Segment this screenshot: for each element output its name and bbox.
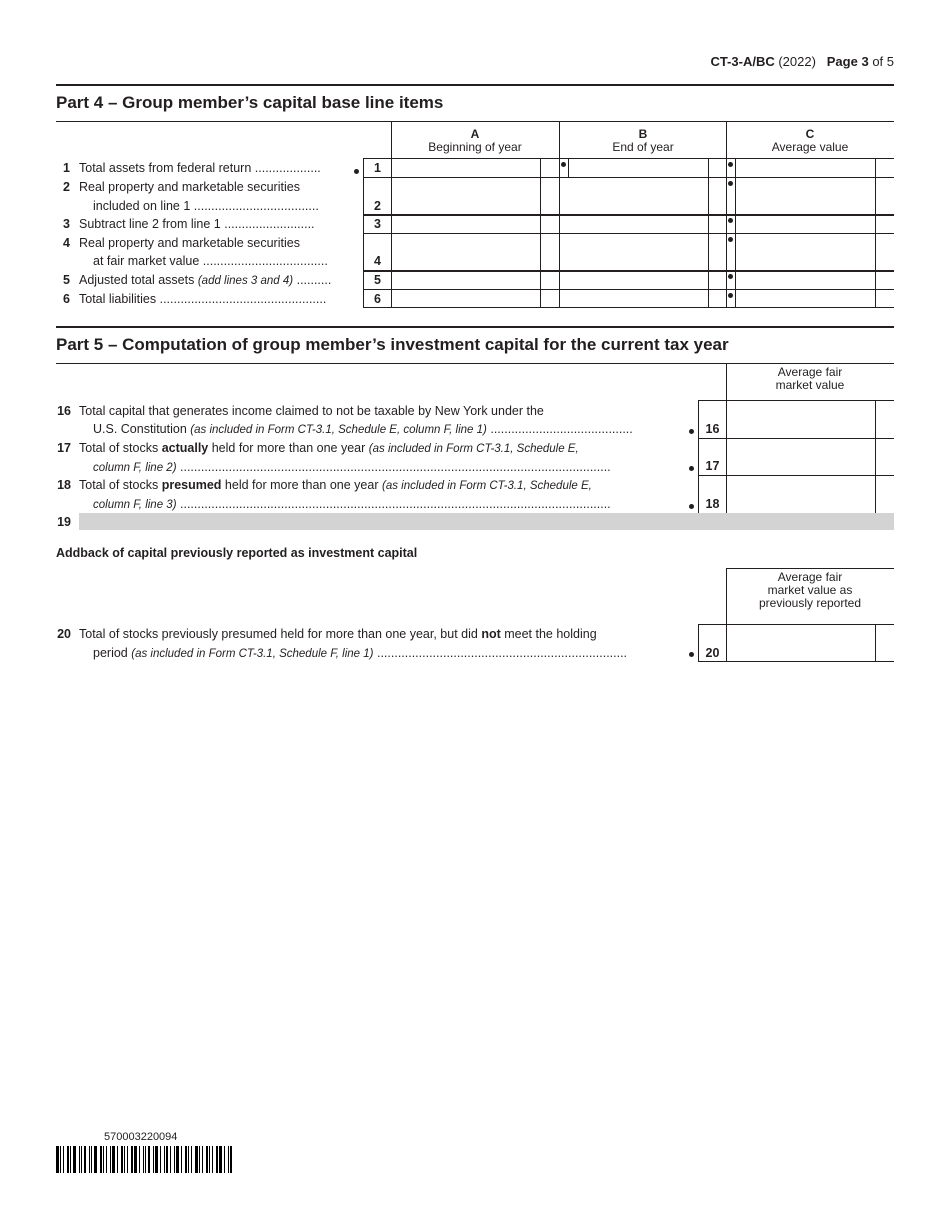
line-1-text: Total assets from federal return ...................	[79, 161, 321, 175]
barcode-bar	[153, 1146, 154, 1173]
line-number: 1	[63, 161, 70, 175]
line-6-col-c-input[interactable]	[736, 290, 875, 307]
barcode-bar	[73, 1146, 76, 1173]
part5-title: Part 5 – Computation of group member’s investment capital for the current tax year	[56, 335, 729, 354]
line-5-text: Adjusted total assets (add lines 3 and 4) ..........	[79, 273, 332, 287]
barcode-bar	[121, 1146, 123, 1173]
barcode-bar	[209, 1146, 210, 1173]
addback-col-header: Average fair market value as previously reported	[758, 570, 862, 610]
barcode-bar	[155, 1146, 158, 1173]
barcode-bar	[202, 1146, 203, 1173]
line-6-text: Total liabilities ................................................	[79, 292, 327, 306]
line-box-number: 17	[705, 459, 720, 473]
line-3-col-a-input[interactable]	[392, 216, 540, 233]
bullet-icon	[689, 504, 694, 509]
barcode-bar	[106, 1146, 107, 1173]
line-number: 6	[63, 292, 70, 306]
barcode-bar	[166, 1146, 168, 1173]
barcode-number: 570003220094	[104, 1131, 178, 1143]
line-17-text: Total of stocks actually held for more than one year (as included in Form CT-3.1, Schedule E,	[79, 441, 579, 455]
bullet-icon	[354, 169, 359, 174]
barcode-bar	[181, 1146, 182, 1173]
line-number: 18	[57, 478, 71, 492]
line-number: 16	[57, 404, 71, 418]
addback-title: Addback of capital previously reported as investment capital	[56, 546, 418, 560]
line-number: 5	[63, 273, 70, 287]
barcode-bar	[185, 1146, 187, 1173]
part4-title: Part 4 – Group member’s capital base line items	[56, 93, 444, 112]
line-3-text: Subtract line 2 from line 1 ..........................	[79, 217, 315, 231]
barcode-bar	[206, 1146, 208, 1173]
barcode-bar	[56, 1146, 59, 1173]
barcode-bar	[188, 1146, 189, 1173]
line-16-text-cont: U.S. Constitution (as included in Form CT-3.1, Schedule E, column F, line 1) .........................................	[93, 422, 633, 436]
line-5-col-c-input[interactable]	[736, 272, 875, 289]
bullet-icon	[689, 652, 694, 657]
line-box-number: 16	[705, 422, 720, 436]
bullet-icon	[728, 162, 733, 167]
barcode-bar	[131, 1146, 133, 1173]
barcode-bar	[127, 1146, 128, 1173]
line-1-col-c-input[interactable]	[736, 159, 875, 177]
barcode-bar	[81, 1146, 82, 1173]
line-number: 20	[57, 627, 71, 641]
barcode-bar	[195, 1146, 198, 1173]
barcode-bar	[100, 1146, 102, 1173]
line-number: 2	[63, 180, 70, 194]
barcode-bar	[148, 1146, 150, 1173]
line-18-text: Total of stocks presumed held for more than one year (as included in Form CT-3.1, Schedule E,	[79, 478, 592, 492]
barcode-bar	[139, 1146, 140, 1173]
barcode-bar	[60, 1146, 61, 1173]
line-17-text-cont: column F, line 2) ............................................................................................................................	[93, 460, 611, 474]
line-1-col-a-input[interactable]	[392, 159, 540, 177]
barcode-bar	[84, 1146, 86, 1173]
line-5-col-b-input[interactable]	[560, 272, 708, 289]
line-box-number: 20	[705, 646, 720, 660]
line-16-input[interactable]	[727, 401, 875, 438]
barcode-bar	[219, 1146, 222, 1173]
line-3-col-c-input[interactable]	[736, 216, 875, 233]
line-box-number: 6	[374, 292, 381, 306]
page-label: Page 3	[826, 54, 869, 69]
line-2-col-b-input[interactable]	[560, 178, 708, 214]
page-of: of 5	[872, 54, 894, 69]
barcode-bar	[91, 1146, 92, 1173]
bullet-icon	[728, 218, 733, 223]
part5-top-rule	[56, 326, 894, 328]
barcode-bar	[228, 1146, 229, 1173]
line-20-input[interactable]	[727, 625, 875, 661]
line-4-col-b-input[interactable]	[560, 234, 708, 270]
line-20-text: Total of stocks previously presumed held for more than one year, but did not meet the holding	[79, 627, 597, 641]
line-box-number: 3	[374, 217, 381, 231]
form-year: (2022)	[778, 54, 816, 69]
line-20-text-cont: period (as included in Form CT-3.1, Schedule F, line 1) ........................................................................	[93, 646, 628, 660]
barcode-bar	[160, 1146, 161, 1173]
line-17-input[interactable]	[727, 439, 875, 475]
page-header	[710, 54, 894, 69]
col-c-header: C Average value	[771, 127, 849, 154]
bullet-icon	[728, 293, 733, 298]
line-box-number: 4	[374, 254, 381, 268]
line-4-col-a-input[interactable]	[392, 234, 540, 270]
barcode-bar	[94, 1146, 97, 1173]
part4-header-rule	[56, 121, 894, 122]
barcode-bar	[70, 1146, 71, 1173]
barcode-bar	[89, 1146, 90, 1173]
barcode-bar	[110, 1146, 111, 1173]
part5-col-header: Average fair market value	[775, 365, 845, 392]
barcode-bar	[124, 1146, 125, 1173]
line-2-text-cont: included on line 1 ....................................	[93, 199, 319, 213]
line-2-col-a-input[interactable]	[392, 178, 540, 214]
line-5-col-a-input[interactable]	[392, 272, 540, 289]
barcode-bar	[112, 1146, 115, 1173]
barcode-bar	[79, 1146, 80, 1173]
part4-top-rule	[56, 84, 894, 86]
line-4-col-c-input[interactable]	[736, 234, 875, 270]
barcode-bar	[176, 1146, 179, 1173]
line-box-number: 2	[374, 199, 381, 213]
line-number: 4	[63, 236, 70, 250]
bullet-icon	[689, 429, 694, 434]
barcode-bar	[224, 1146, 225, 1173]
line-number: 17	[57, 441, 71, 455]
barcode-bar	[67, 1146, 69, 1173]
barcode-bar	[145, 1146, 146, 1173]
line-18-text-cont: column F, line 3) ............................................................................................................................	[93, 497, 611, 511]
barcode-bar	[134, 1146, 137, 1173]
barcode-bar	[164, 1146, 165, 1173]
bullet-icon	[728, 237, 733, 242]
line-18-input[interactable]	[727, 476, 875, 513]
bullet-icon	[561, 162, 566, 167]
line-1-col-b-input[interactable]	[569, 159, 708, 177]
line-6-col-a-input[interactable]	[392, 290, 540, 307]
line-box-number: 5	[374, 273, 381, 287]
barcode-bar	[212, 1146, 213, 1173]
line-number: 3	[63, 217, 70, 231]
line-box-number: 1	[374, 161, 381, 175]
barcode-bar	[230, 1146, 232, 1173]
line-3-col-b-input[interactable]	[560, 216, 708, 233]
bullet-icon	[689, 466, 694, 471]
barcode-bar	[170, 1146, 171, 1173]
part5-header-rule	[56, 363, 894, 364]
line-4-text: Real property and marketable securities	[79, 236, 300, 250]
col-b-header: B End of year	[612, 127, 674, 154]
barcode-icon	[56, 1146, 238, 1173]
bullet-icon	[728, 274, 733, 279]
barcode-bar	[143, 1146, 144, 1173]
line-box-number: 18	[705, 497, 720, 511]
bullet-icon	[728, 181, 733, 186]
form-id: CT-3-A/BC	[710, 54, 775, 69]
barcode-bar	[199, 1146, 200, 1173]
line-2-col-c-input[interactable]	[736, 178, 875, 214]
barcode-bar	[191, 1146, 192, 1173]
barcode-bar	[174, 1146, 175, 1173]
line-16-text: Total capital that generates income claimed to not be taxable by New York under the	[79, 404, 544, 418]
line-2-text: Real property and marketable securities	[79, 180, 300, 194]
line-number: 19	[57, 515, 71, 529]
barcode-bar	[216, 1146, 218, 1173]
line-19-shaded-row	[79, 513, 894, 530]
barcode-bar	[63, 1146, 64, 1173]
line-6-col-b-input[interactable]	[560, 290, 708, 307]
barcode-bar	[103, 1146, 104, 1173]
barcode-bar	[117, 1146, 118, 1173]
col-a-header: A Beginning of year	[428, 127, 522, 154]
line-4-text-cont: at fair market value ....................................	[93, 254, 328, 268]
